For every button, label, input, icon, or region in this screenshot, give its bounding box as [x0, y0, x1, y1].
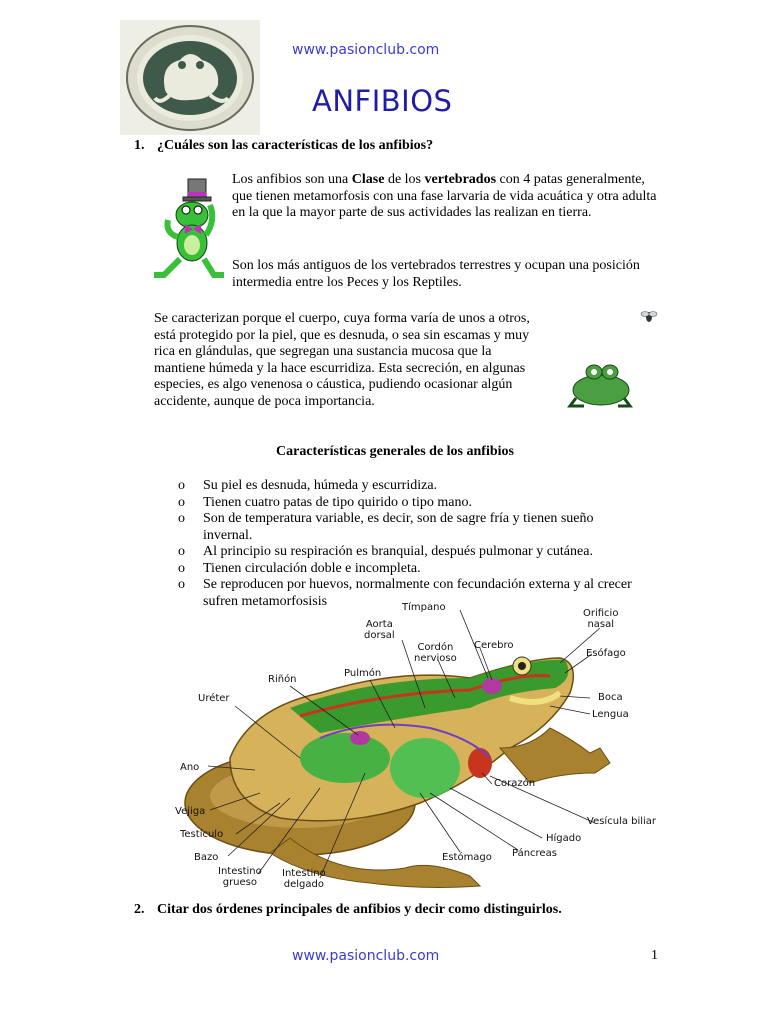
label-vesicula: Vesícula biliar [587, 816, 657, 827]
bullet-marker: o [178, 478, 185, 493]
label-intestino-grueso: Intestino grueso [218, 866, 262, 888]
list-item: o Tienen circulación doble e incompleta. [178, 560, 421, 576]
cartoon-frog-image [566, 360, 636, 410]
cartoon-frog-hat-image [150, 175, 226, 280]
question-2: Citar dos órdenes principales de anfibios y decir como distinguirlos. [157, 902, 562, 917]
label-cerebro: Cerebro [474, 640, 514, 651]
list-item: o Tienen cuatro patas de tipo quirido o tipo mano. [178, 494, 472, 510]
intro-paragraph-3: Se caracterizan porque el cuerpo, cuya forma varía de unos a otros, está protegido por la piel, que es desnuda, o sea sin escamas y muy rica en glándulas, que segregan una sustancia mucosa que la mantiene húmeda y la hace escurridiza. Esta secreción, en algunas especies, es algo venenosa o cáustica, pudiendo ocasionar algún accidente, aunque de poca importancia. [154, 311, 530, 409]
list-item: o Al principio su respiración es branquial, después pulmonar y cutánea. [178, 544, 593, 559]
label-aorta-dorsal: Aorta dorsal [364, 619, 395, 641]
frog-logo [120, 20, 260, 135]
label-bazo: Bazo [194, 852, 219, 863]
fly-icon [640, 308, 658, 324]
list-item: o Se reproducen por huevos, normalmente con fecundación externa y al crecer sufren metamorfosisis [178, 577, 632, 609]
label-testiculo: Testículo [180, 829, 224, 840]
label-timpano: Tímpano [402, 602, 446, 613]
label-cordon-nervioso: Cordón nervioso [414, 642, 457, 664]
label-boca: Boca [598, 692, 623, 703]
bullet-marker: o [178, 511, 185, 526]
bullet-marker: o [178, 560, 185, 576]
label-vejiga: Vejiga [175, 806, 206, 817]
site-link-footer[interactable]: www.pasionclub.com [292, 948, 440, 964]
bullet-marker: o [178, 494, 185, 510]
list-item: o Su piel es desnuda, húmeda y escurridiza. [178, 478, 438, 493]
label-esofago: Esófago [586, 648, 626, 659]
intro-paragraph-2: Son los más antiguos de los vertebrados terrestres y ocupan una posición intermedia entre los Peces y los Reptiles. [232, 258, 640, 290]
page-number: 1 [651, 948, 658, 963]
site-link-header[interactable]: www.pasionclub.com [292, 42, 440, 58]
page-title: ANFIBIOS [312, 84, 453, 118]
label-estomago: Estómago [442, 852, 492, 863]
label-pancreas: Páncreas [512, 848, 557, 859]
label-ureter: Uréter [198, 693, 230, 704]
label-corazon: Corazón [494, 778, 536, 789]
bullet-marker: o [178, 544, 185, 559]
label-ano: Ano [180, 762, 200, 773]
label-intestino-delgado: Intestino delgado [282, 868, 326, 890]
label-orificio-nasal: Orificio nasal [583, 608, 619, 630]
label-rinon: Riñón [268, 674, 297, 685]
label-pulmon: Pulmón [344, 668, 382, 679]
label-higado: Hígado [546, 833, 582, 844]
intro-paragraph-1: Los anfibios son una Clase de los vertebrados con 4 patas generalmente, que tienen metamorfosis con una fase larvaria de vida acuática y otra adulta en la que la mayor parte de sus actividades las realizan en tierra. [232, 172, 657, 220]
question-1: ¿Cuáles son las características de los anfibios? [157, 138, 434, 153]
label-lengua: Lengua [592, 709, 629, 720]
question-1-number: 1. [134, 138, 145, 153]
general-heading: Características generales de los anfibios [276, 444, 514, 459]
characteristics-list [178, 478, 648, 610]
bullet-marker: o [178, 577, 185, 592]
list-item: o Son de temperatura variable, es decir, son de sagre fría y tienen sueño invernal. [178, 511, 594, 543]
question-2-number: 2. [134, 902, 145, 917]
